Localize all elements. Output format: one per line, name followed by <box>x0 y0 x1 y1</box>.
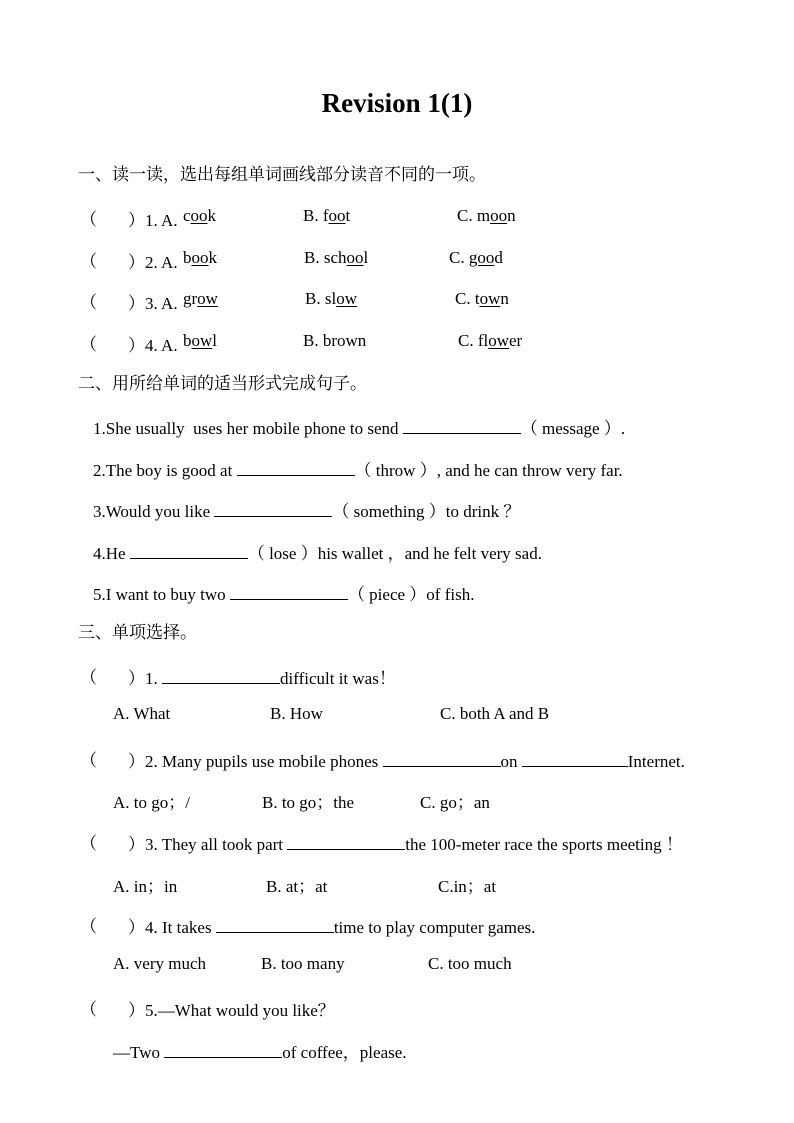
answer-paren: （ <box>80 210 97 229</box>
choice-option-c: C. both A and B <box>440 704 550 723</box>
choice-option-a: A. What <box>113 704 171 723</box>
answer-paren: （ <box>80 917 97 936</box>
sentence-item: 5.I want to buy two （ piece ）of fish. <box>93 580 474 605</box>
option-a: cook <box>183 206 217 225</box>
question-number: ）2. A. <box>128 253 182 272</box>
question-number: ）3. A. <box>128 294 182 313</box>
section-3-heading: 三、单项选择。 <box>78 623 197 643</box>
choice-option-c: C. too much <box>428 954 512 973</box>
page-title: Revision 1(1) <box>321 88 473 118</box>
choice-option-b: B. How <box>270 704 323 723</box>
choice-question: ）3. They all took part the 100-meter race the sports meeting ！ <box>128 830 683 855</box>
option-a: bowl <box>183 331 218 350</box>
option-b: B. school <box>304 248 369 267</box>
answer-blank[interactable] <box>522 749 628 767</box>
sentence-item: 1.She usually uses her mobile phone to send （ message ）. <box>93 414 625 439</box>
option-c: C. town <box>455 289 509 308</box>
choice-question: ）1. difficult it was！ <box>128 664 396 689</box>
choice-option-b: B. at；at <box>266 877 328 896</box>
choice-option-b: B. to go；the <box>262 793 355 812</box>
sentence-item: 3.Would you like （ something ）to drink ？ <box>93 497 520 522</box>
sentence-item: 4.He （ lose ）his wallet ，and he felt very sad. <box>93 539 542 564</box>
choice-option-c: C.in；at <box>438 877 497 896</box>
choice-option-b: B. too many <box>261 954 345 973</box>
question-number: ）1. A. <box>128 211 182 230</box>
option-c: C. moon <box>457 206 516 225</box>
option-a: grow <box>183 289 218 308</box>
answer-paren: （ <box>80 751 97 770</box>
answer-blank[interactable] <box>237 458 355 476</box>
answer-blank[interactable] <box>403 416 521 434</box>
option-b: B. brown <box>303 331 367 350</box>
answer-blank[interactable] <box>287 832 405 850</box>
choice-option-a: A. very much <box>113 954 207 973</box>
choice-question: ）2. Many pupils use mobile phones on Internet. <box>128 747 685 772</box>
answer-paren: （ <box>80 252 97 271</box>
choice-question: ）5.—What would you like？ <box>128 1001 335 1020</box>
answer-paren: （ <box>80 335 97 354</box>
choice-option-c: C. go；an <box>420 793 490 812</box>
answer-blank[interactable] <box>214 499 332 517</box>
answer-blank[interactable] <box>230 582 348 600</box>
section-1-heading: 一、读一读，选出每组单词画线部分读音不同的一项。 <box>78 165 486 185</box>
answer-paren: （ <box>80 834 97 853</box>
answer-blank[interactable] <box>162 666 280 684</box>
option-c: C. flower <box>458 331 523 350</box>
answer-blank[interactable] <box>130 541 248 559</box>
answer-blank[interactable] <box>383 749 501 767</box>
answer-paren: （ <box>80 668 97 687</box>
choice-question: ）4. It takes time to play computer games. <box>128 913 535 938</box>
answer-blank[interactable] <box>164 1040 282 1058</box>
sentence-item: 2.The boy is good at （ throw ）, and he can throw very far. <box>93 456 623 481</box>
option-c: C. good <box>449 248 503 267</box>
choice-option-a: A. to go；/ <box>113 793 190 812</box>
option-b: B. slow <box>305 289 357 308</box>
option-b: B. foot <box>303 206 351 225</box>
question-number: ）4. A. <box>128 336 182 355</box>
dialogue-line: —Two of coffee，please. <box>113 1038 407 1063</box>
answer-paren: （ <box>80 1000 97 1019</box>
answer-paren: （ <box>80 293 97 312</box>
answer-blank[interactable] <box>216 915 334 933</box>
option-a: book <box>183 248 217 267</box>
choice-option-a: A. in；in <box>113 877 178 896</box>
section-2-heading: 二、用所给单词的适当形式完成句子。 <box>78 374 367 394</box>
